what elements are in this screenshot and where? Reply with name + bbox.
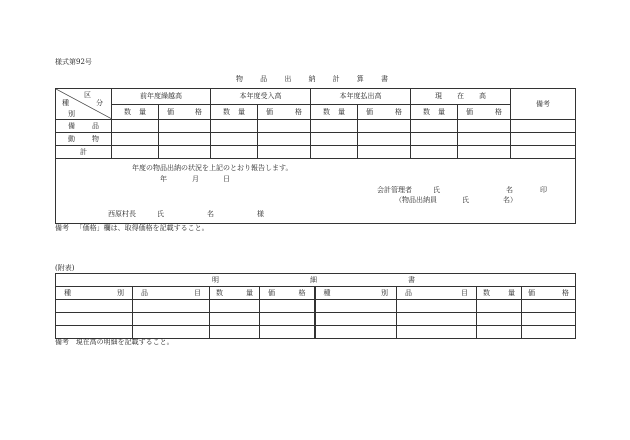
accountant-shi: 氏 (433, 186, 440, 194)
note-1: 備考 「価格」欄は、取得価格を記載すること。 (55, 224, 209, 232)
mayor-shi: 氏 (157, 210, 164, 218)
detail-header-row: 種 別 品 目 数 量 価 格 種 別 品 目 数 量 価 格 (56, 287, 576, 300)
document-title: 物 品 出 納 計 算 書 (236, 75, 388, 83)
appendix-label: (附表) (55, 264, 75, 272)
clerk-close: 名） (503, 196, 517, 204)
mayor-mei: 名 (207, 210, 214, 218)
report-text: 年度の物品出納の状況を上記のとおり報告します。 (132, 164, 293, 172)
seal-mark: 印 (540, 186, 547, 194)
report-section (56, 159, 576, 224)
row-total: 計 (56, 146, 576, 159)
detail-table (55, 273, 576, 339)
detail-title: 明 細 書 (56, 274, 576, 287)
mayor-title: 西原村長 (108, 210, 136, 218)
header-prev-year: 前年度繰越高 (112, 89, 211, 105)
accountant-mei: 名 (506, 186, 513, 194)
sub-qty: 数 量 (411, 104, 458, 120)
sub-price: 価 格 (258, 104, 311, 120)
date-month: 月 (192, 175, 199, 183)
mayor-sama: 様 (257, 210, 264, 218)
note-2: 備考 現在高の明細を記載すること。 (55, 338, 174, 346)
header-received: 本年度受入高 (211, 89, 311, 105)
sub-qty: 数 量 (211, 104, 258, 120)
detail-row (56, 313, 576, 326)
header-remarks: 備考 (511, 89, 576, 120)
sub-price: 価 格 (458, 104, 511, 120)
clerk-open: （物品出納員 (395, 196, 437, 204)
accountant-title: 会計管理者 (377, 186, 412, 194)
corner-cell: 区 分 種 別 (56, 89, 112, 120)
sub-qty: 数 量 (311, 104, 358, 120)
sub-price: 価 格 (159, 104, 211, 120)
header-current: 現 在 高 (411, 89, 511, 105)
main-table (55, 88, 576, 224)
sub-qty: 数 量 (112, 104, 159, 120)
clerk-shi: 氏 (462, 196, 469, 204)
row-animals: 動 物 (56, 133, 576, 146)
row-equipment: 備 品 (56, 120, 576, 133)
form-number: 様式第92号 (55, 58, 92, 66)
header-paid-out: 本年度払出高 (311, 89, 411, 105)
date-year: 年 (160, 175, 167, 183)
date-day: 日 (223, 175, 230, 183)
sub-price: 価 格 (358, 104, 411, 120)
detail-row (56, 300, 576, 313)
